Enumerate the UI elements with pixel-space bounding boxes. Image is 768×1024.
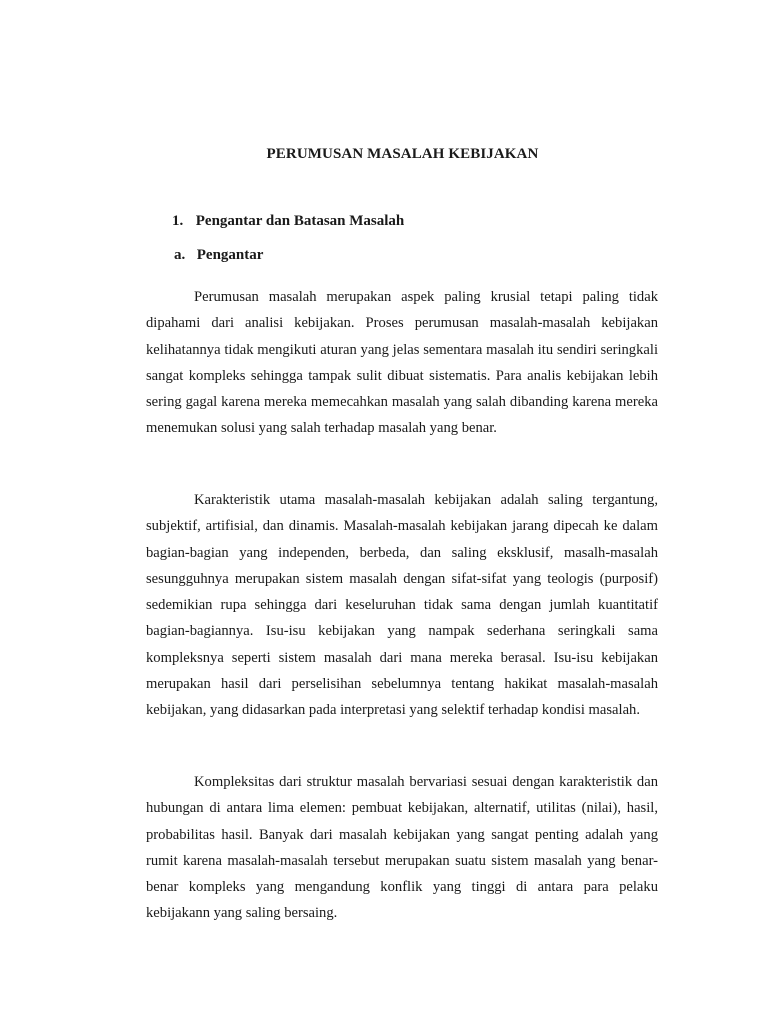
section-heading-1 bbox=[172, 213, 404, 230]
section-number: 1. bbox=[172, 213, 184, 229]
paragraph-2: Karakteristik utama masalah-masalah kebijakan adalah saling tergantung, subjektif, artifisial, dan dinamis. Masalah-masalah kebijakan jarang dipecah ke dalam bagian-bagian yang independen, berbeda, dan saling eksklusif, masalh-masalah sesungguhnya merupakan sistem masalah dengan sifat-sifat yang teologis (purposif) sedemikian rupa sehingga dari keseluruhan tidak sama dengan jumlah kuantitatif bagian-bagiannya. Isu-isu kebijakan yang nampak sederhana seringkali sama kompleksnya seperti sistem masalah dari mana mereka berasal. Isu-isu kebijakan merupakan hasil dari perselisihan sebelumnya tentang hakikat masalah-masalah kebijakan, yang didasarkan pada interpretasi yang selektif terhadap kondisi masalah. bbox=[146, 492, 658, 719]
paragraph-3: Kompleksitas dari struktur masalah bervariasi sesuai dengan karakteristik dan hubungan di antara lima elemen: pembuat kebijakan, alternatif, utilitas (nilai), hasil, probabilitas hasil. Banyak dari masalah kebijakan yang sangat penting adalah yang rumit karena masalah-masalah tersebut merupakan suatu sistem masalah yang benar-benar kompleks yang mengandung konflik yang tinggi di antara para pelaku kebijakann yang saling bersaing. bbox=[146, 774, 658, 922]
subsection-letter: a. bbox=[174, 247, 186, 263]
section-label: Pengantar dan Batasan Masalah bbox=[195, 213, 405, 229]
subsection-label: Pengantar bbox=[196, 247, 264, 263]
subsection-heading-a bbox=[174, 247, 263, 264]
paragraph-1: Perumusan masalah merupakan aspek paling krusial tetapi paling tidak dipahami dari analisi kebijakan. Proses perumusan masalah-masalah kebijakan kelihatannya tidak mengikuti aturan yang jelas sementara masalah itu sendiri seringkali sangat kompleks sehingga tampak sulit dibuat sistematis. Para analis kebijakan lebih sering gagal karena mereka memecahkan masalah yang salah dibanding karena mereka menemukan solusi yang salah terhadap masalah yang benar. bbox=[146, 289, 658, 437]
document-title: PERUMUSAN MASALAH KEBIJAKAN bbox=[266, 146, 539, 162]
